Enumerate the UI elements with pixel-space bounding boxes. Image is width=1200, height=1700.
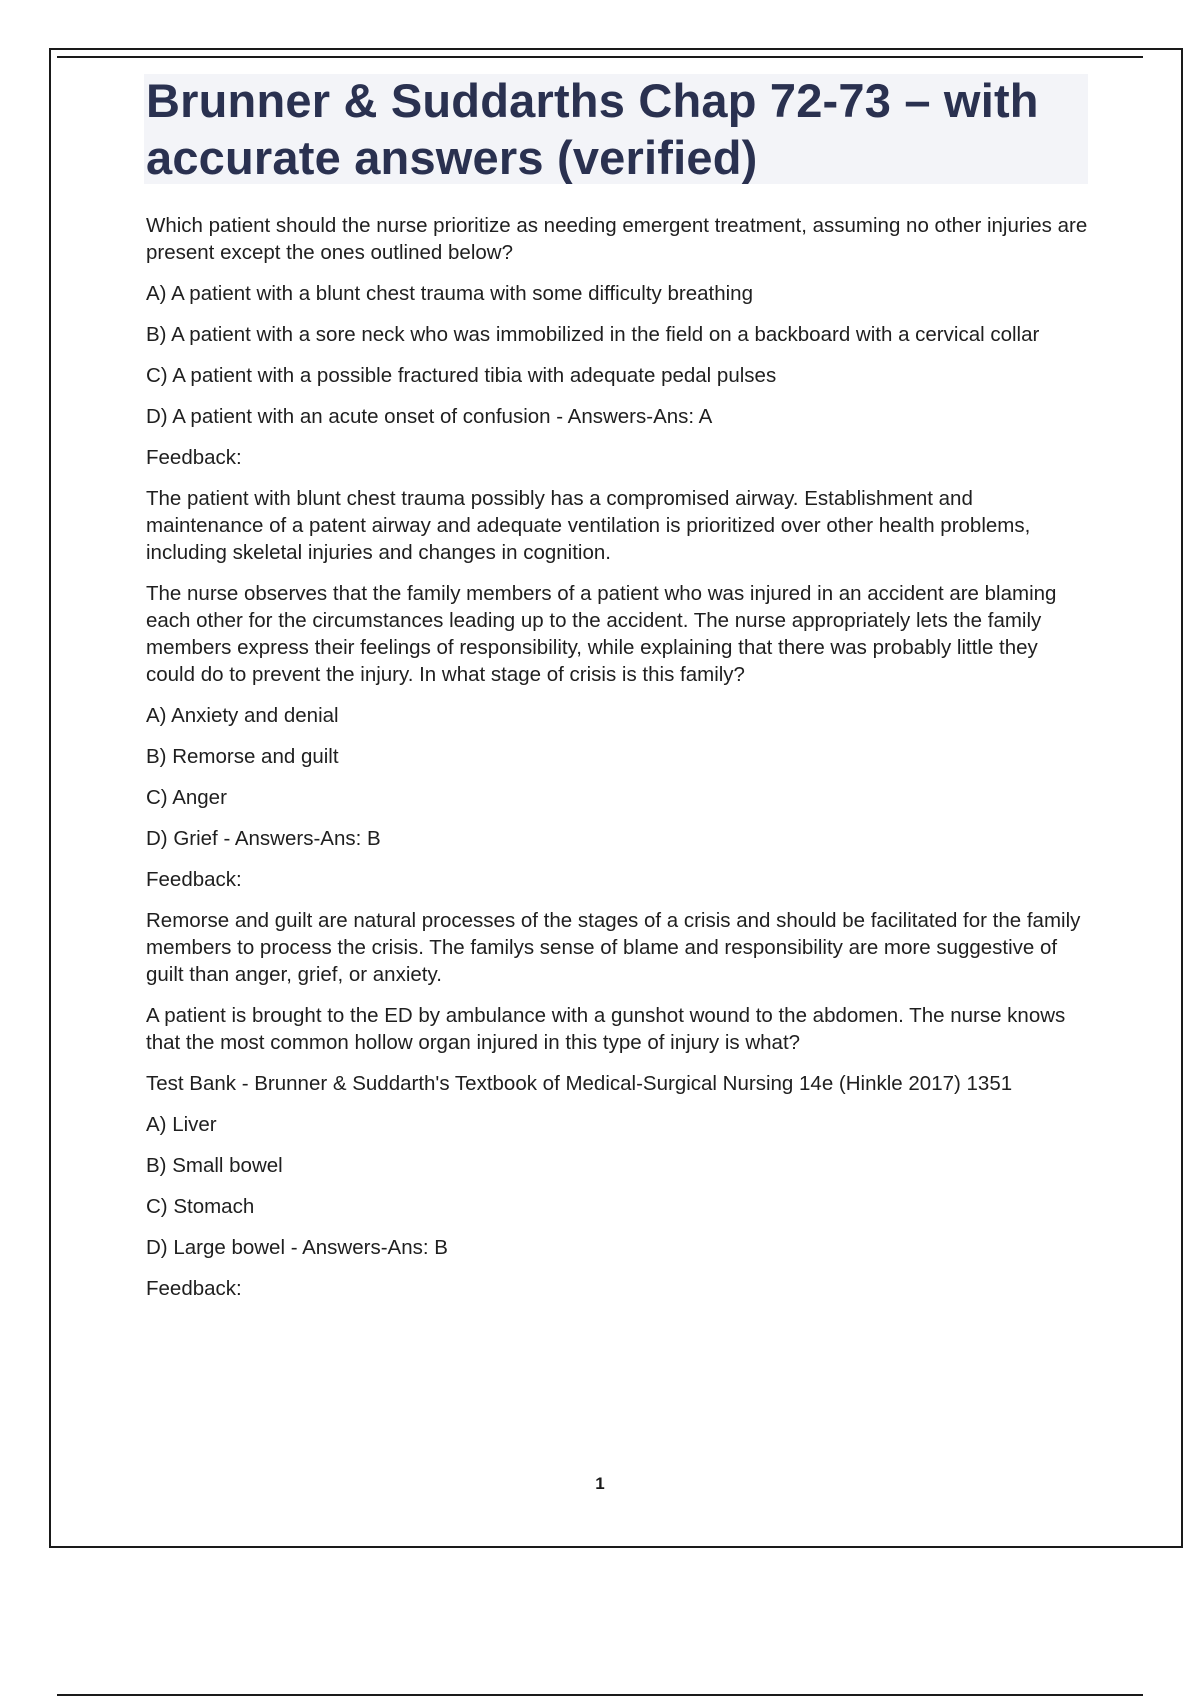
question-2-option-d-answer: D) Grief - Answers-Ans: B xyxy=(146,827,381,850)
question-1-option-a: A) A patient with a blunt chest trauma with some difficulty breathing xyxy=(146,282,753,305)
question-2-option-c: C) Anger xyxy=(146,786,227,809)
document-body xyxy=(146,212,1091,1316)
source-reference: Test Bank - Brunner & Suddarth's Textbook of Medical-Surgical Nursing 14e (Hinkle 2017) 1351 xyxy=(146,1072,1013,1095)
question-3-option-a: A) Liver xyxy=(146,1113,217,1136)
question-3-option-c: C) Stomach xyxy=(146,1195,255,1218)
question-2-stem: The nurse observes that the family members of a patient who was injured in an accident are blaming each other for the circumstances leading up to the accident. The nurse appropriately lets the family members express their feelings of responsibility, while explaining that there was probably little they could do to prevent the injury. In what stage of crisis is this family? xyxy=(146,582,1057,686)
question-1-option-c: C) A patient with a possible fractured tibia with adequate pedal pulses xyxy=(146,364,777,387)
question-1-option-d-answer: D) A patient with an acute onset of confusion - Answers-Ans: A xyxy=(146,405,713,428)
page-number: 1 xyxy=(595,1474,605,1493)
question-2-feedback-label: Feedback: xyxy=(146,868,242,891)
question-1-feedback-label: Feedback: xyxy=(146,446,242,469)
question-2-option-a: A) Anxiety and denial xyxy=(146,704,339,727)
next-page-top-rule xyxy=(57,1694,1143,1696)
question-1-option-b: B) A patient with a sore neck who was immobilized in the field on a backboard with a cervical collar xyxy=(146,323,1040,346)
question-3-feedback-label: Feedback: xyxy=(146,1277,242,1300)
question-1-feedback: The patient with blunt chest trauma possibly has a compromised airway. Establishment and maintenance of a patent airway and adequate ventilation is prioritized over other health problems, including skeletal injuries and changes in cognition. xyxy=(146,487,1031,564)
question-1-stem: Which patient should the nurse prioritize as needing emergent treatment, assuming no other injuries are present except the ones outlined below? xyxy=(146,214,1088,264)
question-3-stem: A patient is brought to the ED by ambulance with a gunshot wound to the abdomen. The nurse knows that the most common hollow organ injured in this type of injury is what? xyxy=(146,1004,1066,1054)
question-2-feedback: Remorse and guilt are natural processes of the stages of a crisis and should be facilitated for the family members to process the crisis. The familys sense of blame and responsibility are more suggestive of guilt than anger, grief, or anxiety. xyxy=(146,909,1081,986)
question-3-option-d-answer: D) Large bowel - Answers-Ans: B xyxy=(146,1236,448,1259)
document-title: Brunner & Suddarths Chap 72-73 – with accurate answers (verified) xyxy=(146,74,1039,184)
question-2-option-b: B) Remorse and guilt xyxy=(146,745,339,768)
top-rule xyxy=(57,56,1143,58)
question-3-option-b: B) Small bowel xyxy=(146,1154,283,1177)
